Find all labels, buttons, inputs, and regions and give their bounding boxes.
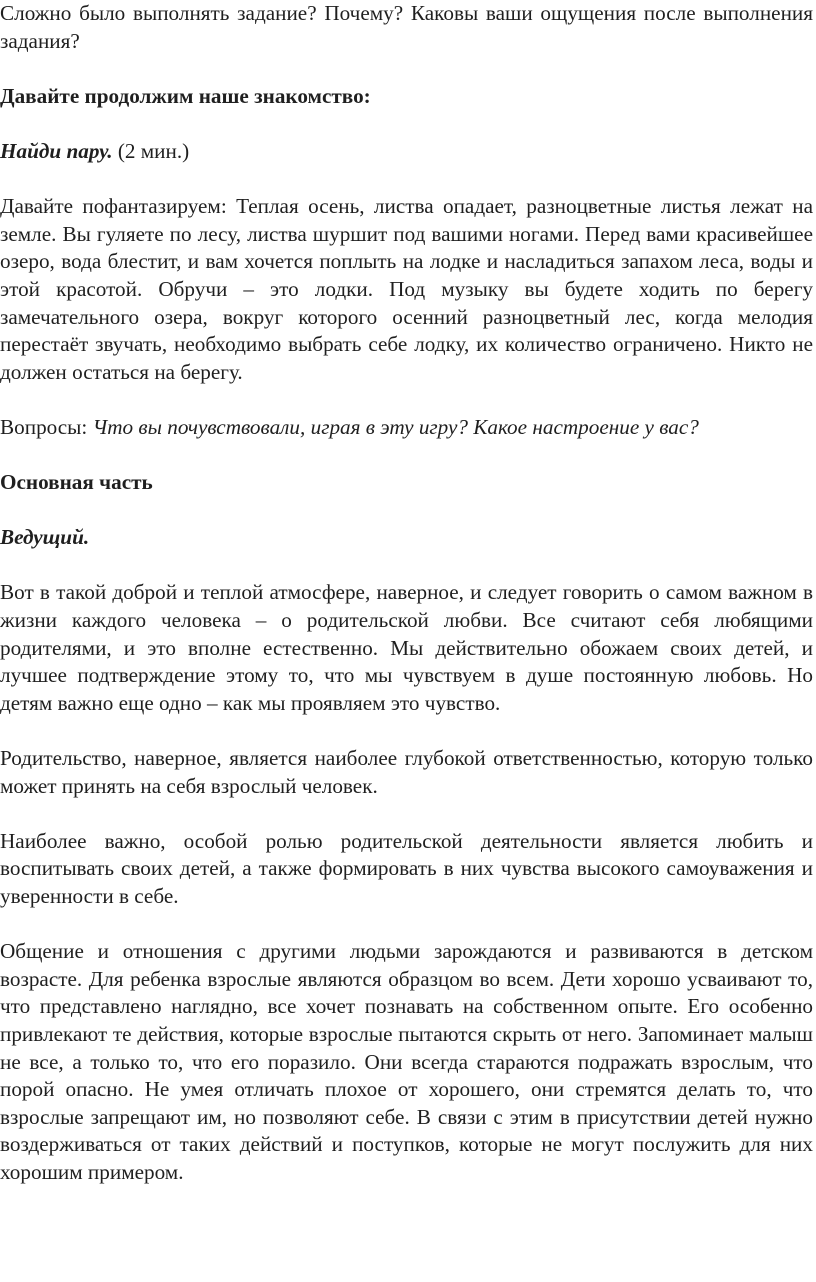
questions-label: Вопросы:: [0, 414, 93, 439]
paragraph-communication: Общение и отношения с другими людьми зарождаются и развиваются в детском возрасте. Для ребенка взрослые являются образцом во всем. Дети хорошо усваивают то, что представлено наглядно, все хочет познавать на собственном опыте. Его особенно привлекают те действия, которые взрослые пытаются скрыть от него. Запоминает малыш не все, а только то, что его поразило. Они всегда стараются подражать взрослым, что порой опасно. Не умея отличать плохое от хорошего, они стремятся делать то, что взрослые запрещают им, но позволяют себе. В связи с этим в присутствии детей нужно воздерживаться от таких действий и поступков, которые не могут послужить для них хорошим примером.: [0, 939, 813, 1184]
paragraph-parenthood: Родительство, наверное, является наиболее глубокой ответственностью, которую только может принять на себя взрослый человек.: [0, 746, 813, 798]
paragraph-questions-intro: Сложно было выполнять задание? Почему? Каковы ваши ощущения после выполнения задания?: [0, 1, 813, 53]
game-duration: (2 мин.): [112, 138, 190, 163]
game-title: Найди пару.: [0, 138, 113, 163]
questions-line: [0, 414, 813, 442]
heading-continue: Давайте продолжим наше знакомство:: [0, 83, 371, 108]
paragraph-important: Наиболее важно, особой ролью родительской деятельности является любить и воспитывать своих детей, а также формировать в них чувства высокого самоуважения и уверенности в себе.: [0, 828, 813, 908]
paragraph-fantasy: Давайте пофантазируем: Теплая осень, листва опадает, разноцветные листья лежат на земле. Вы гуляете по лесу, листва шуршит под вашими ногами. Перед вами красивейшее озеро, вода блестит, и вам хочется поплыть на лодке и насладиться запахом леса, воды и этой красотой. Обручи – это лодки. Под музыку вы будете ходить по берегу замечательного озера, вокруг которого осенний разноцветный лес, когда мелодия перестаёт звучать, необходимо выбрать себе лодку, их количество ограничено. Никто не должен остаться на берегу.: [0, 194, 813, 384]
game-title-line: [0, 138, 813, 166]
questions-text: Что вы почувствовали, играя в эту игру? Какое настроение у вас?: [92, 414, 699, 439]
paragraph-parental-love: Вот в такой доброй и теплой атмосфере, наверное, и следует говорить о самом важном в жизни каждого человека – о родительской любви. Все считают себя любящими родителями, и это вполне естественно. Мы действительно обожаем своих детей, и лучшее подтверждение этому то, что мы чувствуем в душе постоянную любовь. Но детям важно еще одно – как мы проявляем это чувство.: [0, 580, 813, 715]
heading-host: Ведущий.: [0, 525, 90, 550]
heading-main-part: Основная часть: [0, 470, 153, 495]
